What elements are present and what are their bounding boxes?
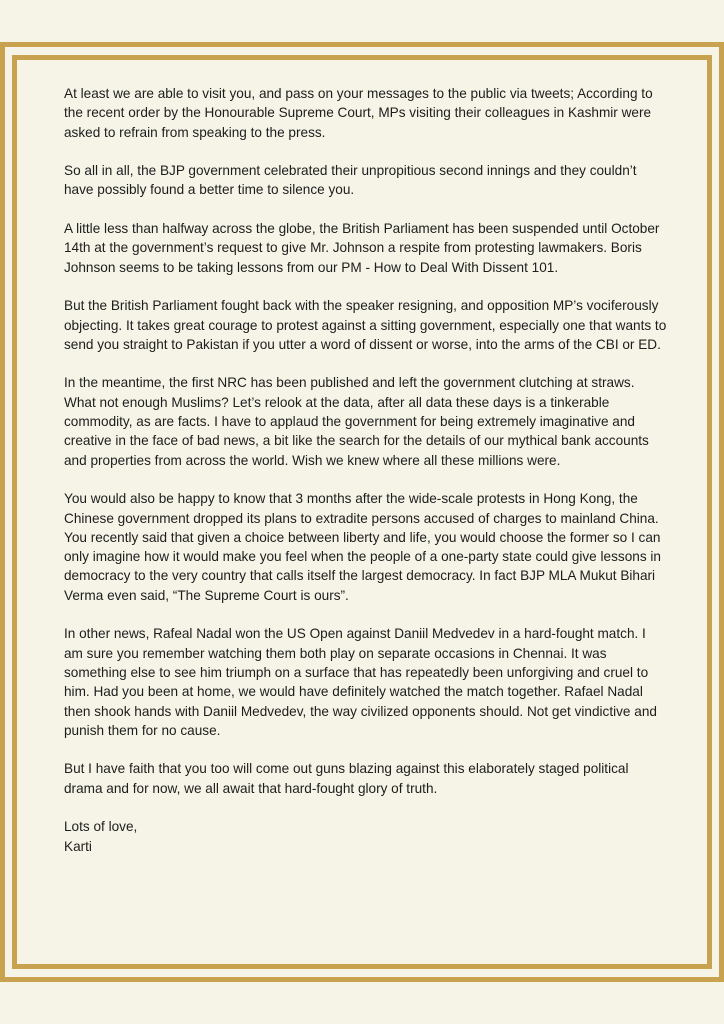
paragraph: At least we are able to visit you, and pass on your messages to the public via tweets; According to the recent order by the Honourable Supreme Court, MPs visiting their colleagues in Kashmir were asked to refrain from speaking to the press. xyxy=(64,86,653,140)
closing-line: Lots of love, xyxy=(64,819,138,835)
paragraph: In other news, Rafeal Nadal won the US Open against Daniil Medvedev in a hard-fought match. I am sure you remember watching them both play on separate occasions in Chennai. It was something else to see him triumph on a surface that has repeatedly been unforgiving and cruel to him. Had you been at home, we would have definitely watched the match together. Rafael Nadal then shook hands with Daniil Medvedev, the way civilized opponents should. Not get vindictive and punish them for no cause. xyxy=(64,626,657,738)
paragraph: A little less than halfway across the globe, the British Parliament has been suspended until October 14th at the government’s request to give Mr. Johnson a respite from protesting lawmakers. Boris Johnson seems to be taking lessons from our PM - How to Deal With Dissent 101. xyxy=(64,221,660,275)
paragraph: In the meantime, the first NRC has been published and left the government clutching at straws. What not enough Muslims? Let’s relook at the data, after all data these days is a tinkerable commodity, as are facts. I have to applaud the government for being extremely imaginative and creative in the face of bad news, a bit like the search for the details of our mythical bank accounts and properties from across the world. Wish we knew where all these millions were. xyxy=(64,375,649,468)
paragraph: But I have faith that you too will come out guns blazing against this elaborately staged political drama and for now, we all await that hard-fought glory of truth. xyxy=(64,761,629,796)
paragraph: But the British Parliament fought back with the speaker resigning, and opposition MP’s vociferously objecting. It takes great courage to protest against a sitting government, especially one that wants to send you straight to Pakistan if you utter a word of dissent or worse, into the arms of the CBI or ED. xyxy=(64,298,667,352)
letter-body xyxy=(64,84,668,856)
paragraph: You would also be happy to know that 3 months after the wide-scale protests in Hong Kong, the Chinese government dropped its plans to extradite persons accused of charges to mainland China. You recently said that given a choice between liberty and life, you would choose the former so I can only imagine how it would make you feel when the people of a one-party state could give lessons in democracy to the very country that calls itself the largest democracy. In fact BJP MLA Mukut Bihari Verma even said, “The Supreme Court is ours”. xyxy=(64,491,661,603)
signature: Karti xyxy=(64,838,92,854)
paragraph: So all in all, the BJP government celebrated their unpropitious second innings and they couldn’t have possibly found a better time to silence you. xyxy=(64,163,637,198)
